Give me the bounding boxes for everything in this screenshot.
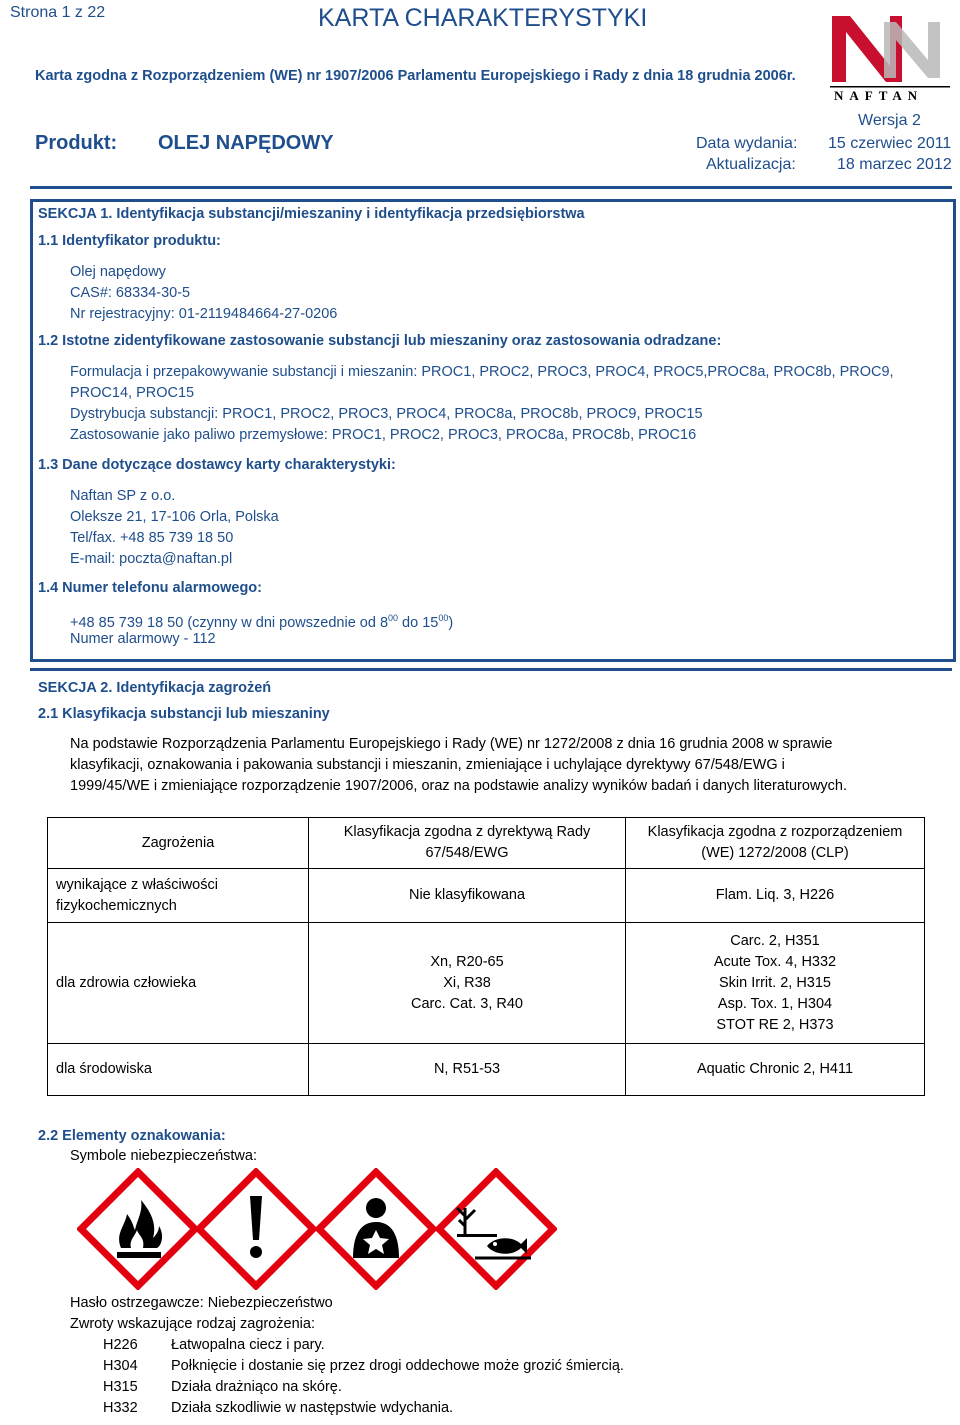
hazard-code: H332 [103,1400,138,1416]
dsd-classification: Carc. Cat. 3, R40 [410,995,523,1012]
table-cell: Flam. Liq. 3, H226 [626,869,925,923]
signal-word: Hasło ostrzegawcze: Niebezpieczeństwo [70,1295,333,1311]
table-header-cell: Klasyfikacja zgodna z rozporządzeniem (WE) 1272/2008 (CLP) [626,818,925,869]
environment-icon [435,1168,557,1290]
classification-basis: Na podstawie Rozporządzenia Parlamentu Europejskiego i Rady (WE) nr 1272/2008 z dnia 16 grudnia 2008 w sprawie [70,736,833,752]
table-cell: dla zdrowia człowieka [48,923,309,1044]
section-2-title: SEKCJA 2. Identyfikacja zagrożeń [38,680,272,696]
regulation-line: Karta zgodna z Rozporządzeniem (WE) nr 1907/2006 Parlamentu Europejskiego i Rady z dnia 18 grudnia 2006r. [35,68,796,84]
hazard-statements-label: Zwroty wskazujące rodzaj zagrożenia: [70,1316,315,1332]
symbols-label: Symbole niebezpieczeństwa: [70,1148,257,1164]
update-date-label: Aktualizacja: [706,156,796,173]
emergency-phone-text: ) [448,614,454,631]
hazard-text: Działa drażniąco na skórę. [171,1379,342,1395]
dsd-classification: Xi, R38 [443,974,491,991]
subsection-1-2-title: 1.2 Istotne zidentyfikowane zastosowanie substancji lub mieszaniny oraz zastosowania odradzane: [38,333,722,349]
table-header-row [48,818,925,869]
hazard-text: Łatwopalna ciecz i pary. [171,1337,325,1353]
supplier-name: Naftan SP z o.o. [70,488,176,504]
page-number: Strona 1 z 22 [10,4,106,21]
emergency-number: Numer alarmowy - 112 [70,631,216,647]
hazard-code: H304 [103,1358,138,1374]
classification-table [47,817,925,1096]
table-header-cell: Klasyfikacja zgodna z dyrektywą Rady 67/548/EWG [309,818,626,869]
document-title: KARTA CHARAKTERYSTYKI [318,4,648,32]
hazard-statement [103,1356,624,1377]
dsd-classification: Xn, R20-65 [430,953,504,970]
table-header-cell: Zagrożenia [48,818,309,869]
supplier-phone: Tel/fax. +48 85 739 18 50 [70,530,234,546]
hour-superscript: 00 [388,613,399,623]
product-label: Produkt: [35,132,118,154]
use-line: PROC14, PROC15 [70,385,195,401]
table-cell: N, R51-53 [309,1044,626,1096]
use-line: Zastosowanie jako paliwo przemysłowe: PROC1, PROC2, PROC3, PROC8a, PROC8b, PROC16 [70,427,697,443]
classification-basis: klasyfikacji, oznakowania i pakowania substancji i mieszanin, zmieniające i uchylające dyrektywy 67/548/EWG i [70,757,785,773]
cas-number: CAS#: 68334-30-5 [70,285,191,301]
hazard-statement [103,1377,342,1398]
table-cell: Nie klasyfikowana [309,869,626,923]
product-name: OLEJ NAPĘDOWY [158,132,334,154]
hazard-text: Działa szkodliwie w następstwie wdychania. [171,1400,454,1416]
company-logo [828,8,952,104]
subsection-1-3-title: 1.3 Dane dotyczące dostawcy karty charakterystyki: [38,457,396,473]
clp-classification: STOT RE 2, H373 [716,1016,834,1033]
hazard-statement [103,1398,453,1419]
hazard-text: Połknięcie i dostanie się przez drogi oddechowe może grozić śmiercią. [171,1358,624,1374]
clp-classification: Skin Irrit. 2, H315 [718,974,831,991]
emergency-phone-text: do 15 [398,614,439,631]
registration-number: Nr rejestracyjny: 01-2119484664-27-0206 [70,306,338,322]
use-line: Dystrybucja substancji: PROC1, PROC2, PROC3, PROC4, PROC8a, PROC8b, PROC9, PROC15 [70,406,703,422]
table-cell [309,923,626,1044]
table-row [48,869,925,923]
product-identifier: Olej napędowy [70,264,166,280]
table-row [48,1044,925,1096]
subsection-2-2-title: 2.2 Elementy oznakowania: [38,1128,226,1144]
supplier-address: Oleksze 21, 17-106 Orla, Polska [70,509,279,525]
clp-classification: Acute Tox. 4, H332 [713,953,837,970]
clp-classification: Asp. Tox. 1, H304 [717,995,833,1012]
health-hazard-icon [315,1168,437,1290]
subsection-1-1-title: 1.1 Identyfikator produktu: [38,233,221,249]
section-1-title: SEKCJA 1. Identyfikacja substancji/mieszaniny i identyfikacja przedsiębiorstwa [38,206,585,222]
supplier-email[interactable]: E-mail: poczta@naftan.pl [70,551,233,567]
update-date: 18 marzec 2012 [837,156,952,173]
section-2-rule [30,668,952,671]
table-cell: Aquatic Chronic 2, H411 [626,1044,925,1096]
classification-basis: 1999/45/WE i zmieniające rozporządzenie 1907/2006, oraz na podstawie analizy wyników badań i danych literaturowych. [70,778,848,794]
subsection-2-1-title: 2.1 Klasyfikacja substancji lub mieszaniny [38,706,330,722]
version-label: Wersja 2 [858,112,921,129]
subsection-1-4-title: 1.4 Numer telefonu alarmowego: [38,580,262,596]
issue-date: 15 czerwiec 2011 [828,135,952,152]
hazard-code: H315 [103,1379,138,1395]
use-line: Formulacja i przepakowywanie substancji i mieszanin: PROC1, PROC2, PROC3, PROC4, PROC5,PROC8a, PROC8b, PROC9, [70,364,894,380]
hour-superscript: 00 [438,613,449,623]
table-cell [626,923,925,1044]
exclamation-icon [195,1168,317,1290]
flame-icon [77,1168,199,1290]
logo-text: NAFTAN [834,88,924,103]
table-cell: dla środowiska [48,1044,309,1096]
issue-date-label: Data wydania: [696,135,798,152]
hazard-code: H226 [103,1337,138,1353]
emergency-phone-text: +48 85 739 18 50 (czynny w dni powszednie od 8 [70,614,389,631]
header-rule [30,186,952,189]
clp-classification: Carc. 2, H351 [730,932,820,949]
table-row [48,923,925,1044]
table-cell: wynikające z właściwości fizykochemicznych [48,869,309,923]
hazard-statement [103,1335,325,1356]
